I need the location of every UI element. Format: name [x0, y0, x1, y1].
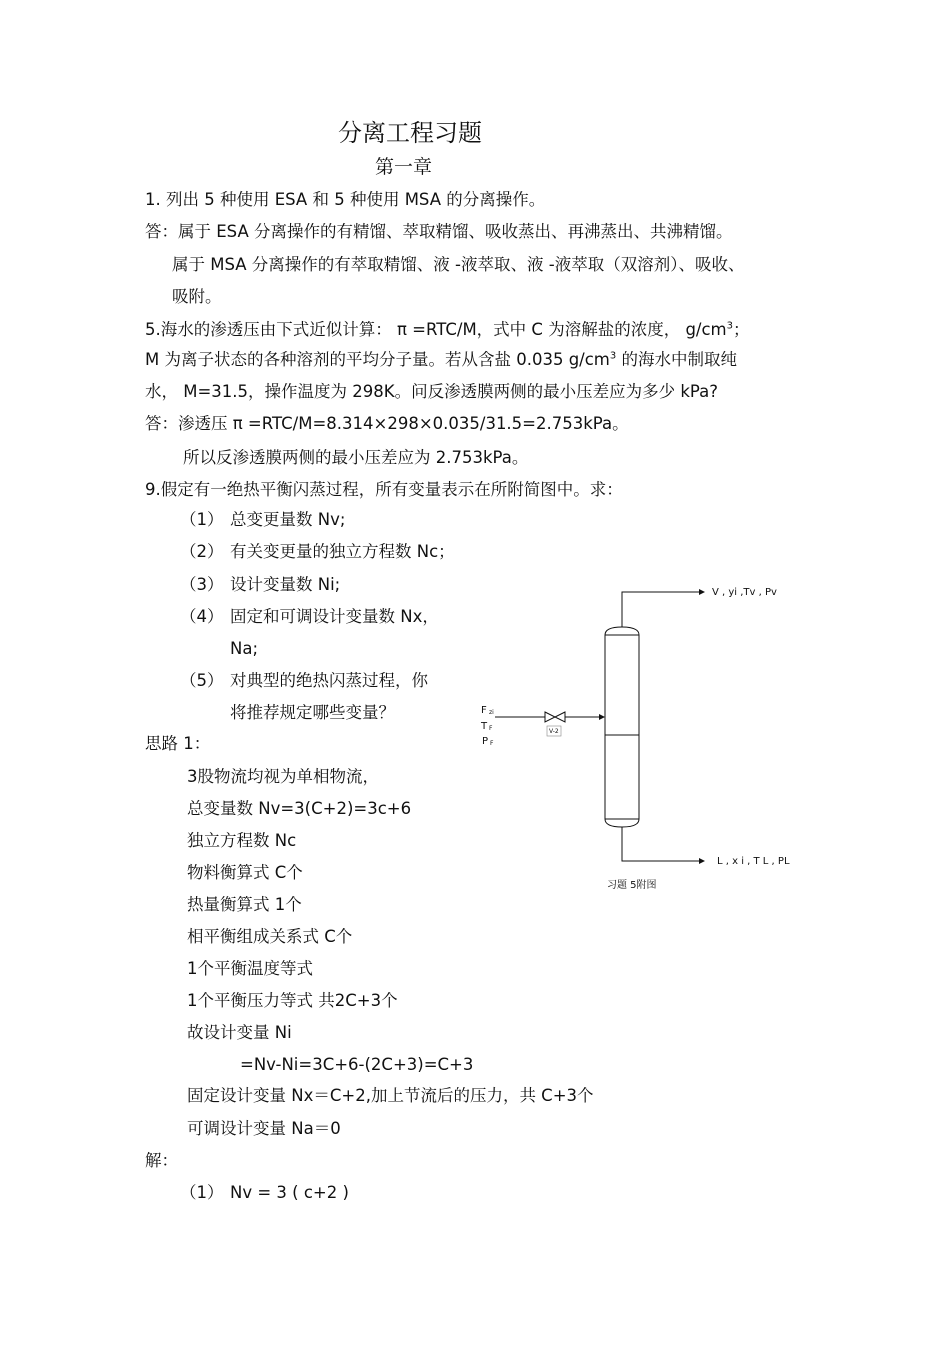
- valve-label: V-2: [549, 728, 559, 735]
- q5-line1-text: 5.海水的渗透压由下式近似计算： π =RTC/M，式中 C 为溶解盐的浓度， g/cm: [145, 320, 727, 339]
- q9-item-num: （5）: [180, 671, 224, 690]
- q9-intro: 9.假定有一绝热平衡闪蒸过程，所有变量表示在所附简图中。求：: [145, 480, 623, 499]
- approach-line: 物料衡算式 C个: [187, 863, 303, 882]
- liquid-arrow-icon: [699, 858, 705, 864]
- feed-sub-t: F: [489, 725, 493, 732]
- feed-arrow-icon: [599, 714, 605, 720]
- approach-line: 独立方程数 Nc: [187, 831, 297, 850]
- q9-item-text: 设计变量数 Ni;: [230, 575, 341, 594]
- approach-line: 相平衡组成关系式 C个: [187, 927, 353, 946]
- q1-answer-line2: 属于 MSA 分离操作的有萃取精馏、液 -液萃取、液 -液萃取（双溶剂）、吸收、: [172, 255, 745, 274]
- q9-item-num: （4）: [180, 607, 224, 626]
- na-line: 可调设计变量 Na＝0: [187, 1119, 341, 1138]
- page-title: 分离工程习题: [338, 119, 482, 147]
- approach-line: 1个平衡压力等式 共2C+3个: [187, 991, 398, 1010]
- ni-formula: =Nv-Ni=3C+6-(2C+3)=C+3: [240, 1055, 474, 1074]
- q5-line3: 水， M=31.5，操作温度为 298K。问反渗透膜两侧的最小压差应为多少 kPa?: [145, 382, 718, 401]
- solution-item-num: （1）: [180, 1183, 224, 1202]
- q5-answer-line2: 所以反渗透膜两侧的最小压差应为 2.753kPa。: [183, 448, 529, 467]
- q9-item-text: 对典型的绝热闪蒸过程，你: [230, 671, 428, 690]
- approach-heading: 思路 1：: [145, 734, 211, 753]
- q5-line1: [145, 319, 750, 341]
- q1-answer-line3: 吸附。: [172, 287, 222, 306]
- q9-item-num: （1）: [180, 510, 224, 529]
- solution-item-text: Nv = 3 ( c+2 ): [230, 1183, 349, 1202]
- flash-drum-diagram: [470, 575, 810, 905]
- valve-icon: [545, 712, 555, 722]
- flash-drum-vessel: [605, 627, 639, 827]
- q5-line2-text: M 为离子状态的各种溶剂的平均分子量。若从含盐 0.035 g/cm: [145, 350, 610, 369]
- vapor-stream-label: V , yi ,Tv , Pv: [712, 587, 777, 598]
- q5-line1-superscript: 3: [726, 320, 733, 332]
- q9-item-num: （2）: [180, 542, 224, 561]
- q9-item-text: Na;: [230, 639, 259, 658]
- q1-answer-line1: 答：属于 ESA 分离操作的有精馏、萃取精馏、吸收蒸出、再沸蒸出、共沸精馏。: [145, 222, 733, 241]
- approach-line: 1个平衡温度等式: [187, 959, 313, 978]
- q5-line1-end: ；: [733, 320, 750, 339]
- feed-label-t: T: [481, 721, 488, 732]
- vapor-arrow-icon: [699, 589, 705, 595]
- q9-item-text: 将推荐规定哪些变量？: [230, 703, 395, 722]
- approach-line: 热量衡算式 1个: [187, 895, 302, 914]
- feed-label-p: P: [482, 736, 489, 747]
- q5-answer-line1: 答：渗透压 π =RTC/M=8.314×298×0.035/31.5=2.753kPa。: [145, 414, 629, 433]
- nx-line: 固定设计变量 Nx＝C+2,加上节流后的压力，共 C+3个: [187, 1086, 594, 1105]
- feed-sub-p: F: [490, 740, 494, 747]
- liquid-stream-label: L , x i , T L , PL: [717, 856, 790, 867]
- q5-line2-end: 的海水中制取纯: [616, 350, 738, 369]
- q1-question: 1. 列出 5 种使用 ESA 和 5 种使用 MSA 的分离操作。: [145, 190, 546, 209]
- q9-item-text: 有关变更量的独立方程数 Nc；: [230, 542, 455, 561]
- vapor-outlet-line: [622, 592, 700, 632]
- q5-line2-superscript: 3: [609, 350, 617, 362]
- q9-item-num: （3）: [180, 575, 224, 594]
- approach-line: 总变量数 Nv=3(C+2)=3c+6: [187, 799, 412, 818]
- feed-label-f: F: [481, 705, 487, 716]
- approach-line: 故设计变量 Ni: [187, 1023, 292, 1042]
- liquid-outlet-line: [622, 827, 700, 861]
- solution-heading: 解：: [145, 1151, 178, 1170]
- valve-icon-right: [555, 712, 565, 722]
- chapter-heading: 第一章: [375, 156, 433, 178]
- q5-line2: [145, 349, 737, 371]
- q9-item-text: 固定和可调设计变量数 Nx，: [230, 607, 439, 626]
- approach-line: 3股物流均视为单相物流，: [187, 767, 379, 786]
- diagram-caption: 习题 5附图: [607, 880, 657, 891]
- q9-item-text: 总变更量数 Nv;: [230, 510, 346, 529]
- feed-sub-f: zi: [489, 709, 494, 716]
